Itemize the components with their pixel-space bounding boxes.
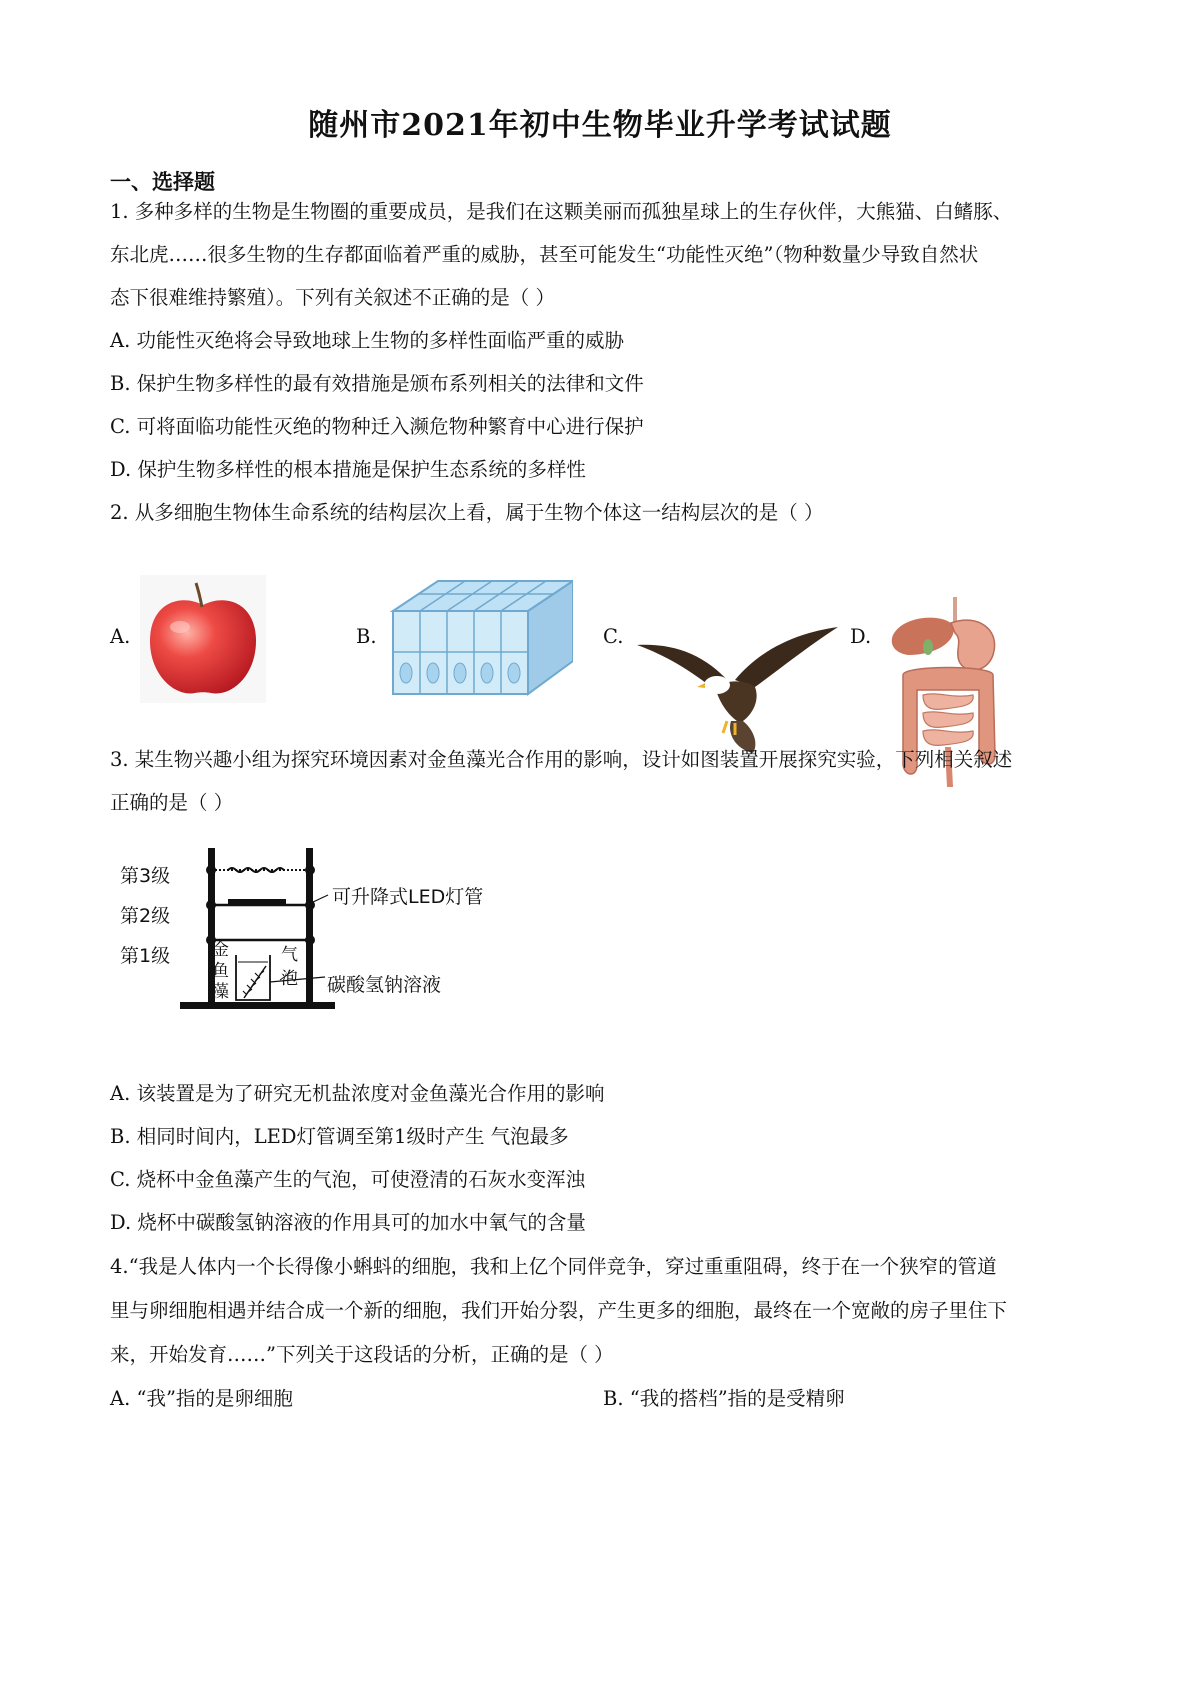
q3-option-a: A. 该装置是为了研究无机盐浓度对金鱼藻光合作用的影响 xyxy=(110,1082,605,1105)
q2-label-c: C. xyxy=(603,625,624,648)
tissue-image xyxy=(388,576,573,696)
q1-stem-line-2: 东北虎……很多生物的生存都面临着严重的威胁，甚至可能发生“功能性灭绝”（物种数量少导致自然状 xyxy=(110,243,979,266)
q1-option-a: A. 功能性灭绝将会导致地球上生物的多样性面临严重的威胁 xyxy=(110,329,624,352)
q3-stem-line-2: 正确的是（ ） xyxy=(110,791,234,814)
q2-label-d: D. xyxy=(850,625,872,648)
solution-label: 碳酸氢钠溶液 xyxy=(327,974,442,996)
figure-level-labels xyxy=(120,856,170,976)
q1-option-b: B. 保护生物多样性的最有效措施是颁布系列相关的法律和文件 xyxy=(110,372,644,395)
q2-label-b: B. xyxy=(356,625,377,648)
page-title: 随州市2021年初中生物毕业升学考试试题 xyxy=(308,108,892,143)
level-1-label: 第1级 xyxy=(120,945,171,967)
q4-stem-line-3: 来，开始发育……”下列关于这段话的分析，正确的是（ ） xyxy=(110,1343,614,1366)
eagle-image xyxy=(635,625,840,755)
plant-label: 金 鱼 藻 xyxy=(212,940,229,1002)
q1-stem-line-3: 态下很难维持繁殖）。下列有关叙述不正确的是（ ） xyxy=(110,286,555,309)
q4-stem-line-1: 4.“我是人体内一个长得像小蝌蚪的细胞，我和上亿个同伴竞争，穿过重重阻碍，终于在一个狭窄的管道 xyxy=(110,1255,997,1278)
q4-option-b: B. “我的搭档”指的是受精卵 xyxy=(603,1387,845,1410)
q3-option-c: C. 烧杯中金鱼藻产生的气泡，可使澄清的石灰水变浑浊 xyxy=(110,1168,586,1191)
led-apparatus-figure xyxy=(120,840,540,1030)
q2-label-a: A. xyxy=(110,625,131,648)
bubble-label: 气 泡 xyxy=(281,945,298,989)
q2-stem: 2. 从多细胞生物体生命系统的结构层次上看，属于生物个体这一结构层次的是（ ） xyxy=(110,501,824,524)
q1-option-d: D. 保护生物多样性的根本措施是保护生态系统的多样性 xyxy=(110,458,586,481)
level-3-label: 第3级 xyxy=(120,865,171,887)
q3-option-d: D. 烧杯中碳酸氢钠溶液的作用具可的加水中氧气的含量 xyxy=(110,1211,586,1234)
q4-stem-line-2: 里与卵细胞相遇并结合成一个新的细胞，我们开始分裂，产生更多的细胞，最终在一个宽敞的房子里住下 xyxy=(110,1299,1008,1322)
q3-option-b: B. 相同时间内，LED灯管调至第1级时产生 气泡最多 xyxy=(110,1125,569,1148)
section-heading: 一、选择题 xyxy=(110,169,215,194)
q3-stem-line-1: 3. 某生物兴趣小组为探究环境因素对金鱼藻光合作用的影响，设计如图装置开展探究实验，下列相关叙述 xyxy=(110,748,1013,771)
led-label: 可升降式LED灯管 xyxy=(332,886,484,908)
q4-option-a: A. “我”指的是卵细胞 xyxy=(110,1387,293,1410)
level-2-label: 第2级 xyxy=(120,905,171,927)
q1-stem-line-1: 1. 多种多样的生物是生物圈的重要成员，是我们在这颗美丽而孤独星球上的生存伙伴，大熊猫、白鳍豚、 xyxy=(110,200,1013,223)
q1-option-c: C. 可将面临功能性灭绝的物种迁入濒危物种繁育中心进行保护 xyxy=(110,415,644,438)
apple-image xyxy=(140,575,266,703)
